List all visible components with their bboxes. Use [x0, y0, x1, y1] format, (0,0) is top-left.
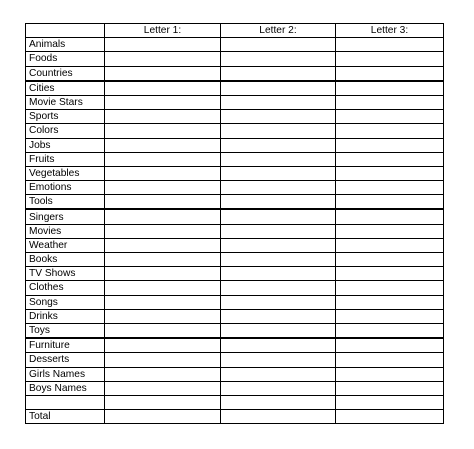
answer-cell-letter-2[interactable] [221, 353, 336, 367]
category-label: Toys [26, 323, 105, 338]
answer-cell-letter-1[interactable] [105, 281, 221, 295]
answer-cell-letter-2[interactable] [221, 66, 336, 81]
answer-cell-letter-3[interactable] [336, 295, 444, 309]
table-row [26, 66, 444, 81]
table-row [26, 353, 444, 367]
answer-cell-letter-3[interactable] [336, 81, 444, 96]
answer-cell-letter-1[interactable] [105, 323, 221, 338]
answer-cell-letter-1[interactable] [105, 95, 221, 109]
answer-cell-letter-3[interactable] [336, 195, 444, 210]
answer-cell-letter-3[interactable] [336, 309, 444, 323]
category-label: Emotions [26, 181, 105, 195]
answer-cell-letter-3[interactable] [336, 267, 444, 281]
answer-cell-letter-1[interactable] [105, 38, 221, 52]
answer-cell-letter-2[interactable] [221, 166, 336, 180]
answer-cell-letter-3[interactable] [336, 253, 444, 267]
table-row [26, 124, 444, 138]
letter-2-header: Letter 2: [221, 24, 336, 38]
table-row [26, 367, 444, 381]
answer-cell-letter-3[interactable] [336, 166, 444, 180]
answer-cell-letter-3[interactable] [336, 95, 444, 109]
answer-cell-letter-2[interactable] [221, 367, 336, 381]
category-label: Total [26, 410, 105, 424]
answer-cell-letter-1[interactable] [105, 238, 221, 252]
answer-cell-letter-2[interactable] [221, 395, 336, 409]
table-row [26, 152, 444, 166]
answer-cell-letter-3[interactable] [336, 181, 444, 195]
table-row [26, 410, 444, 424]
category-label: Animals [26, 38, 105, 52]
answer-cell-letter-2[interactable] [221, 195, 336, 210]
answer-cell-letter-1[interactable] [105, 152, 221, 166]
answer-cell-letter-1[interactable] [105, 166, 221, 180]
answer-cell-letter-2[interactable] [221, 323, 336, 338]
category-label: Weather [26, 238, 105, 252]
answer-cell-letter-2[interactable] [221, 181, 336, 195]
category-label: Boys Names [26, 381, 105, 395]
answer-cell-letter-3[interactable] [336, 395, 444, 409]
answer-cell-letter-3[interactable] [336, 209, 444, 224]
answer-cell-letter-3[interactable] [336, 38, 444, 52]
category-label: Furniture [26, 338, 105, 353]
table-row [26, 395, 444, 409]
category-label: Jobs [26, 138, 105, 152]
answer-cell-letter-3[interactable] [336, 281, 444, 295]
answer-cell-letter-3[interactable] [336, 338, 444, 353]
category-label: TV Shows [26, 267, 105, 281]
answer-cell-letter-2[interactable] [221, 295, 336, 309]
answer-cell-letter-2[interactable] [221, 38, 336, 52]
table-row [26, 38, 444, 52]
answer-cell-letter-1[interactable] [105, 209, 221, 224]
answer-cell-letter-2[interactable] [221, 309, 336, 323]
answer-cell-letter-1[interactable] [105, 253, 221, 267]
category-label: Singers [26, 209, 105, 224]
table-body [26, 38, 444, 424]
table-row [26, 295, 444, 309]
answer-cell-letter-3[interactable] [336, 367, 444, 381]
table-row [26, 267, 444, 281]
answer-cell-letter-1[interactable] [105, 395, 221, 409]
answer-cell-letter-1[interactable] [105, 195, 221, 210]
answer-cell-letter-2[interactable] [221, 81, 336, 96]
answer-cell-letter-1[interactable] [105, 338, 221, 353]
category-label: Countries [26, 66, 105, 81]
table-row [26, 81, 444, 96]
answer-cell-letter-1[interactable] [105, 295, 221, 309]
answer-cell-letter-1[interactable] [105, 124, 221, 138]
answer-cell-letter-2[interactable] [221, 152, 336, 166]
answer-cell-letter-3[interactable] [336, 224, 444, 238]
category-label: Clothes [26, 281, 105, 295]
answer-cell-letter-2[interactable] [221, 224, 336, 238]
table-row [26, 209, 444, 224]
answer-cell-letter-1[interactable] [105, 66, 221, 81]
answer-cell-letter-1[interactable] [105, 81, 221, 96]
letter-1-header: Letter 1: [105, 24, 221, 38]
table-row [26, 281, 444, 295]
table-row [26, 52, 444, 66]
table-row [26, 338, 444, 353]
answer-cell-letter-3[interactable] [336, 353, 444, 367]
answer-cell-letter-2[interactable] [221, 138, 336, 152]
corner-cell [26, 24, 105, 38]
answer-cell-letter-3[interactable] [336, 66, 444, 81]
answer-cell-letter-1[interactable] [105, 181, 221, 195]
answer-cell-letter-2[interactable] [221, 338, 336, 353]
table-row [26, 253, 444, 267]
answer-cell-letter-1[interactable] [105, 52, 221, 66]
table-row [26, 224, 444, 238]
answer-cell-letter-3[interactable] [336, 138, 444, 152]
category-label: Desserts [26, 353, 105, 367]
table-row [26, 166, 444, 180]
answer-cell-letter-2[interactable] [221, 381, 336, 395]
answer-cell-letter-1[interactable] [105, 267, 221, 281]
answer-cell-letter-1[interactable] [105, 353, 221, 367]
answer-cell-letter-3[interactable] [336, 52, 444, 66]
category-label: Sports [26, 110, 105, 124]
answer-cell-letter-2[interactable] [221, 410, 336, 424]
letter-3-header: Letter 3: [336, 24, 444, 38]
category-label: Foods [26, 52, 105, 66]
table-row [26, 181, 444, 195]
category-label: Movie Stars [26, 95, 105, 109]
table-row [26, 95, 444, 109]
answer-cell-letter-1[interactable] [105, 309, 221, 323]
category-label: Songs [26, 295, 105, 309]
answer-cell-letter-2[interactable] [221, 253, 336, 267]
category-label: Vegetables [26, 166, 105, 180]
category-label: Colors [26, 124, 105, 138]
category-label: Drinks [26, 309, 105, 323]
category-label: Movies [26, 224, 105, 238]
answer-cell-letter-2[interactable] [221, 110, 336, 124]
answer-cell-letter-3[interactable] [336, 124, 444, 138]
table-row [26, 323, 444, 338]
answer-cell-letter-3[interactable] [336, 238, 444, 252]
answer-cell-letter-1[interactable] [105, 367, 221, 381]
worksheet [25, 23, 443, 424]
answer-cell-letter-2[interactable] [221, 52, 336, 66]
answer-cell-letter-3[interactable] [336, 323, 444, 338]
category-label: Fruits [26, 152, 105, 166]
table-row [26, 138, 444, 152]
answer-cell-letter-1[interactable] [105, 381, 221, 395]
answer-cell-letter-3[interactable] [336, 110, 444, 124]
answer-cell-letter-1[interactable] [105, 224, 221, 238]
category-letter-table [25, 23, 444, 424]
answer-cell-letter-2[interactable] [221, 281, 336, 295]
answer-cell-letter-2[interactable] [221, 267, 336, 281]
category-label: Girls Names [26, 367, 105, 381]
answer-cell-letter-2[interactable] [221, 95, 336, 109]
category-label: Cities [26, 81, 105, 96]
table-row [26, 238, 444, 252]
header-row [26, 24, 444, 38]
table-row [26, 195, 444, 210]
category-label [26, 395, 105, 409]
category-label: Tools [26, 195, 105, 210]
answer-cell-letter-2[interactable] [221, 238, 336, 252]
table-row [26, 110, 444, 124]
answer-cell-letter-3[interactable] [336, 381, 444, 395]
answer-cell-letter-3[interactable] [336, 410, 444, 424]
answer-cell-letter-1[interactable] [105, 410, 221, 424]
answer-cell-letter-3[interactable] [336, 152, 444, 166]
answer-cell-letter-2[interactable] [221, 124, 336, 138]
answer-cell-letter-2[interactable] [221, 209, 336, 224]
answer-cell-letter-1[interactable] [105, 110, 221, 124]
table-row [26, 309, 444, 323]
table-row [26, 381, 444, 395]
answer-cell-letter-1[interactable] [105, 138, 221, 152]
category-label: Books [26, 253, 105, 267]
